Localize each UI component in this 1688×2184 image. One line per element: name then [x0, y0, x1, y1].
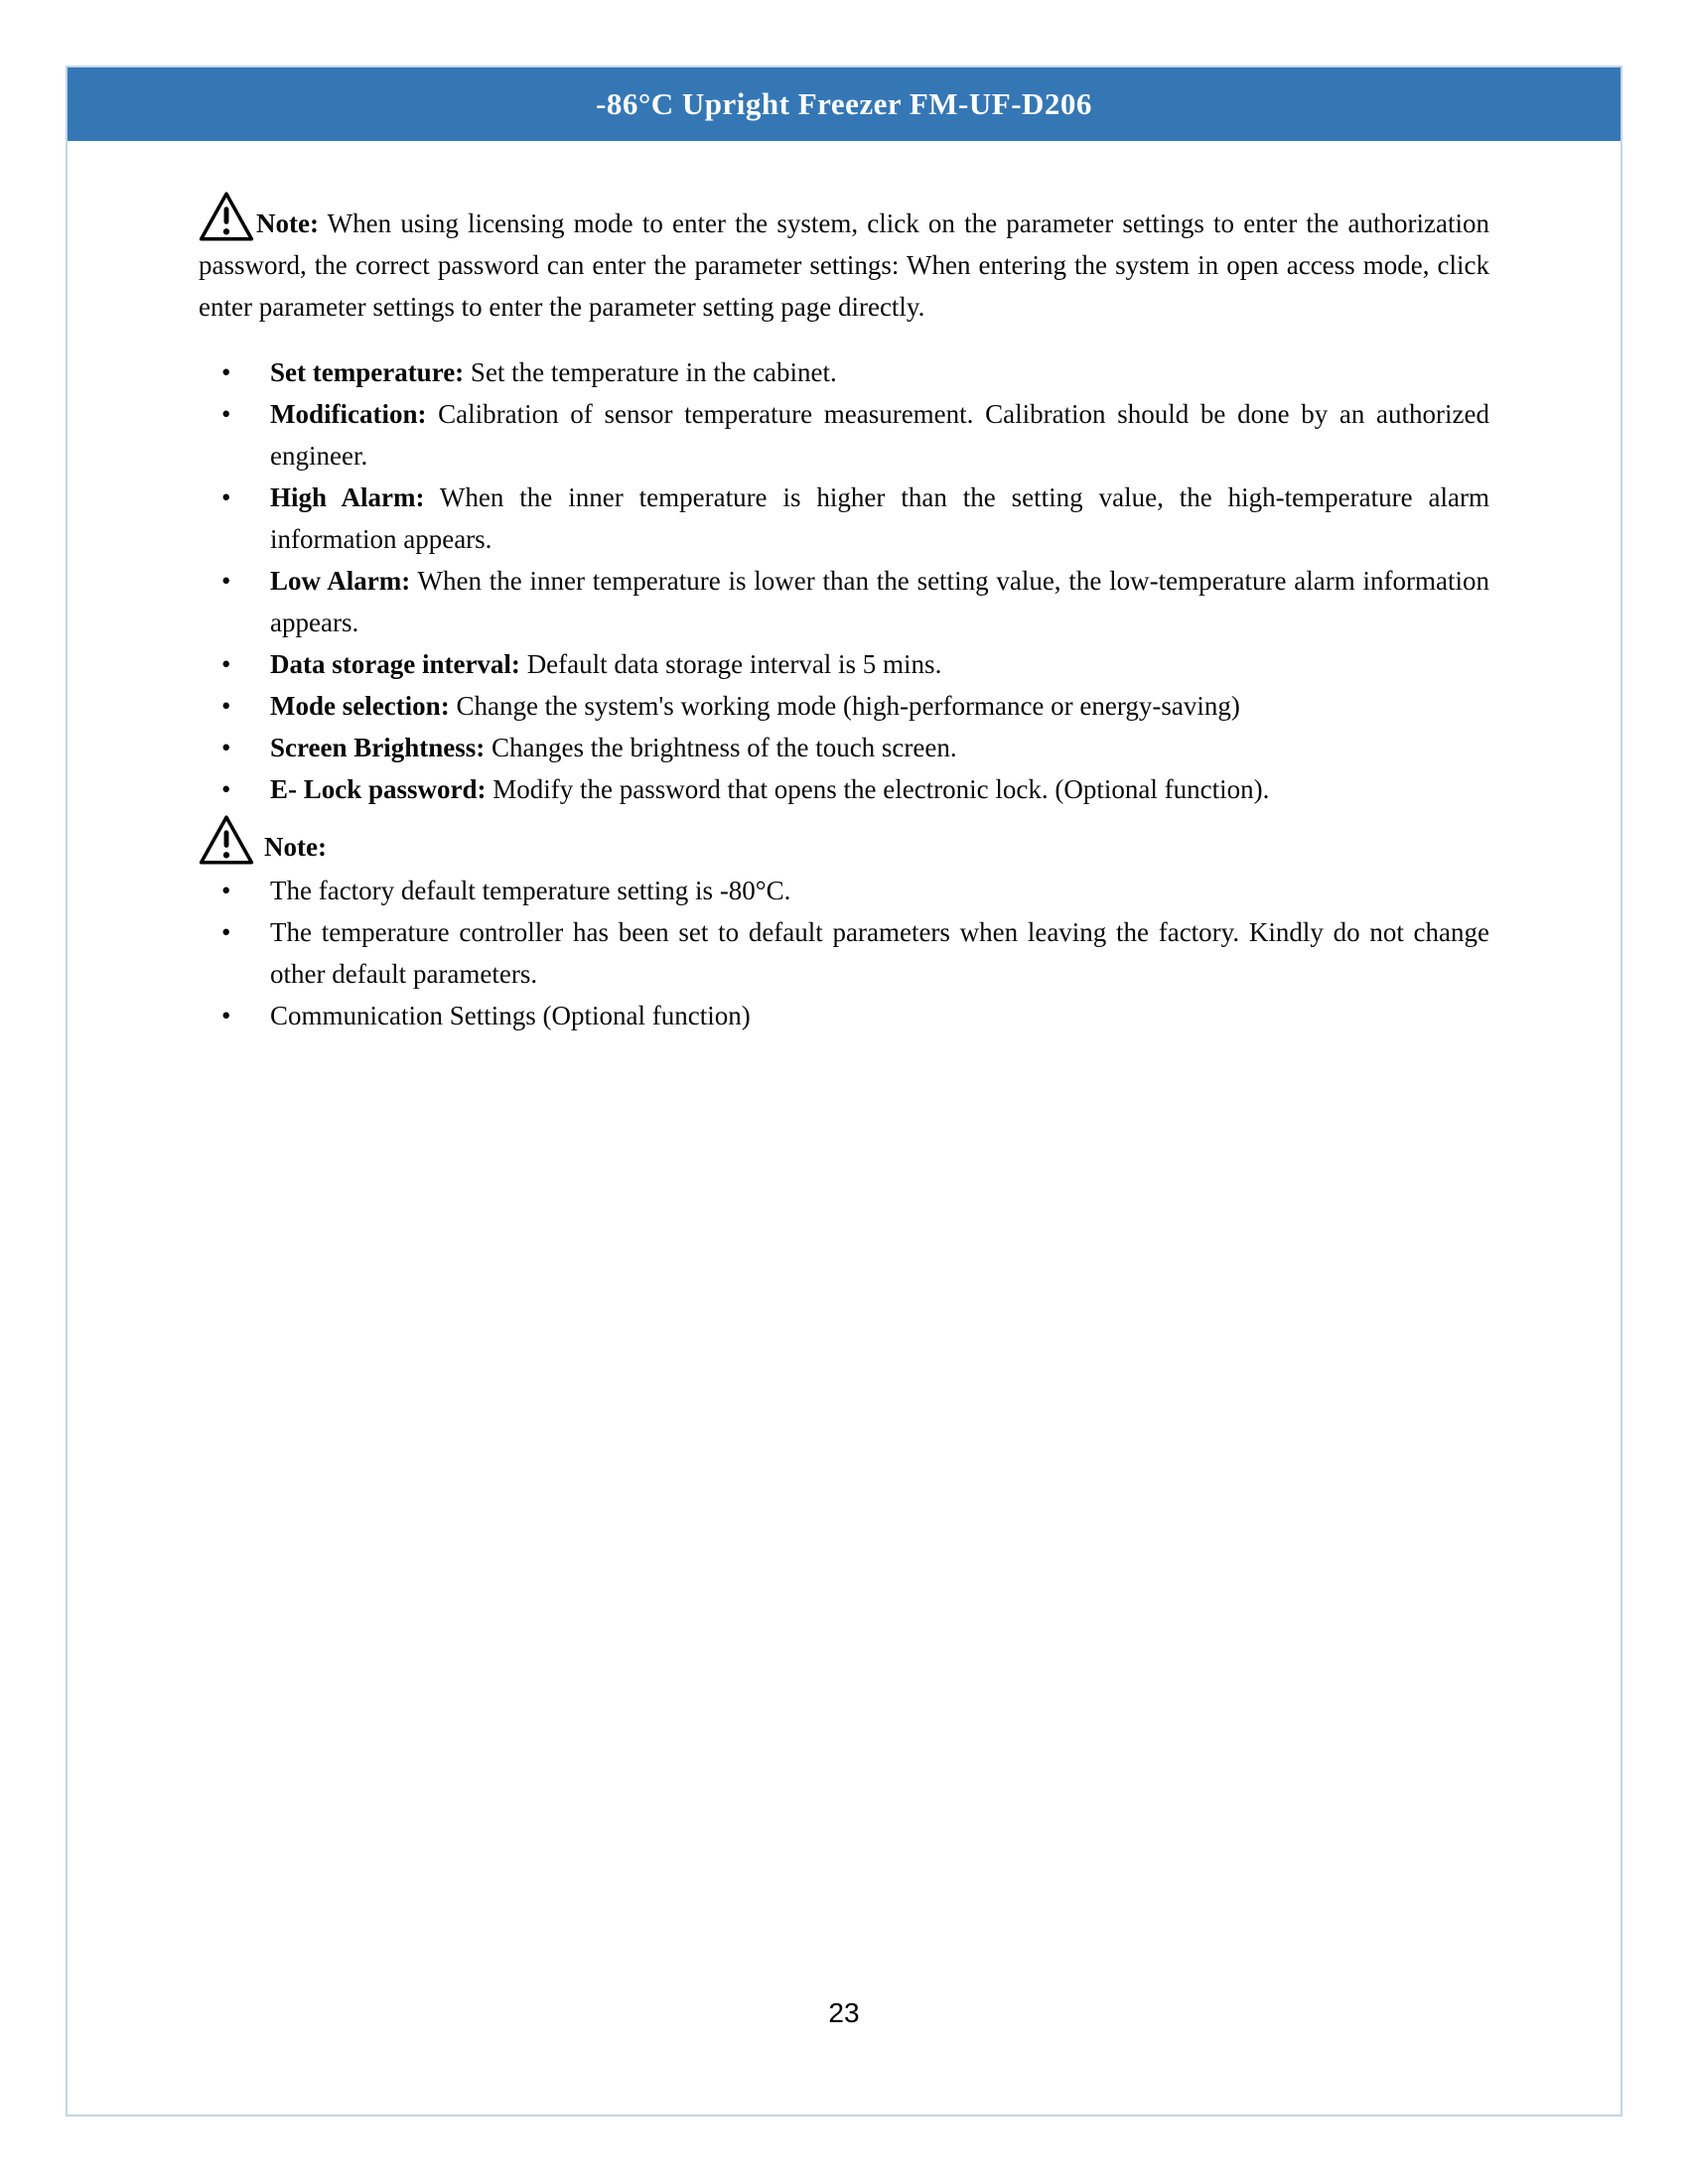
warning-triangle-icon [199, 191, 254, 242]
list-item [270, 727, 1489, 768]
item-label: Data storage interval: [270, 649, 520, 679]
list-item [270, 560, 1489, 643]
note2-list [199, 870, 1489, 1036]
item-label: Low Alarm: [270, 566, 411, 596]
item-text: Default data storage interval is 5 mins. [519, 649, 942, 679]
page-title: -86°C Upright Freezer FM-UF-D206 [596, 86, 1092, 121]
item-text: When the inner temperature is higher than the setting value, the high-temperature alarm information appears. [270, 482, 1489, 554]
item-text: Modify the password that opens the electronic lock. (Optional function). [486, 774, 1270, 804]
item-label: Mode selection: [270, 691, 450, 721]
list-item [270, 870, 1489, 911]
list-item [270, 768, 1489, 810]
list-item [270, 911, 1489, 995]
header-bar [68, 68, 1620, 141]
item-label: Set temperature: [270, 357, 465, 387]
list-item [270, 477, 1489, 560]
list-item [270, 351, 1489, 393]
note-label: Note: [256, 208, 319, 238]
item-text: Change the system's working mode (high-performance or energy-saving) [449, 691, 1240, 721]
item-text: The factory default temperature setting is -80°C. [270, 876, 791, 905]
item-text: Changes the brightness of the touch screen. [485, 733, 957, 762]
note2-heading [199, 814, 1489, 868]
item-text: When the inner temperature is lower than the setting value, the low-temperature alarm information appears. [270, 566, 1489, 637]
warning-triangle-icon [199, 814, 254, 866]
item-label: High Alarm: [270, 482, 425, 512]
item-label: Screen Brightness: [270, 733, 486, 762]
list-item [270, 685, 1489, 727]
page-number: 23 [828, 1997, 860, 2028]
note-paragraph [199, 191, 1489, 328]
item-label: Modification: [270, 399, 427, 429]
item-text: Calibration of sensor temperature measurement. Calibration should be done by an authorized engineer. [270, 399, 1489, 471]
parameter-list [199, 351, 1489, 810]
page-content [199, 191, 1489, 1036]
item-label: E- Lock password: [270, 774, 487, 804]
item-text: Communication Settings (Optional function) [270, 1001, 751, 1030]
list-item [270, 643, 1489, 685]
note-text: When using licensing mode to enter the system, click on the parameter settings to enter the authorization password, the correct password can enter the parameter settings: When entering the system in open access mode, click enter parameter settings to enter the parameter setting page directly. [199, 208, 1489, 322]
item-text: Set the temperature in the cabinet. [464, 357, 837, 387]
note-label: Note: [264, 832, 327, 862]
list-item [270, 393, 1489, 477]
item-text: The temperature controller has been set to default parameters when leaving the factory. Kindly do not change other default parameters. [270, 917, 1489, 989]
list-item [270, 995, 1489, 1036]
